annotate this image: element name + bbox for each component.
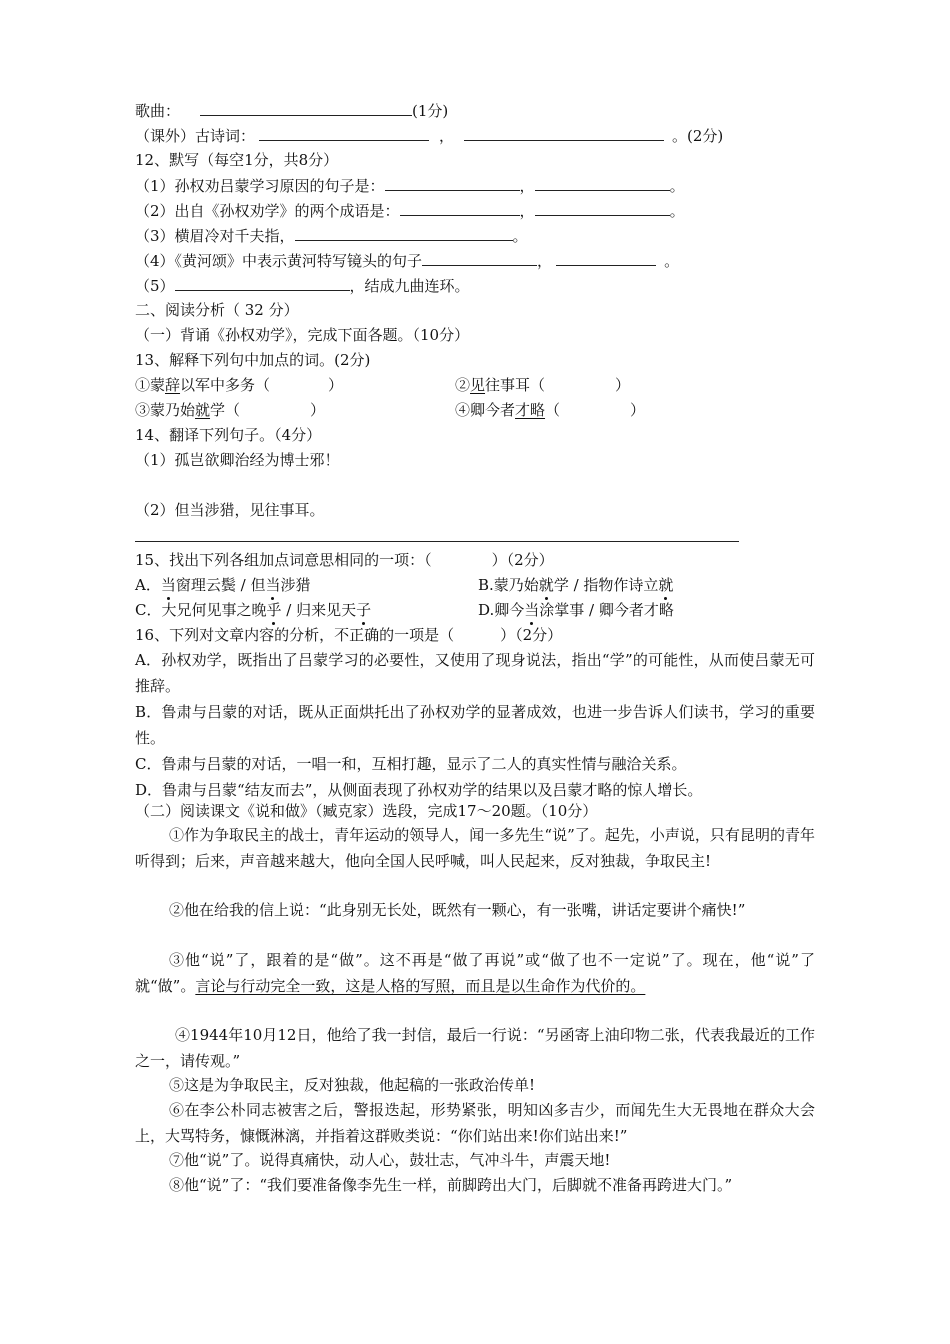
q16-title-text: 16、下列对文章内容的分析，不正确的一项是（ <box>135 626 455 644</box>
q13-d-post: （ <box>545 401 561 419</box>
part-2-title: （二）阅读课文《说和做》（臧克家）选段，完成17～20题。（10分） <box>135 802 598 820</box>
q12-sep-1: ， <box>519 177 535 195</box>
q13-a-pre: ①蒙 <box>135 376 166 394</box>
passage-para-6: ⑥在李公朴同志被害之后，警报迭起，形势紧张，明知凶多吉少，而闻先生大无畏地在群众大会上，大骂特务，慷慨淋漓，并指着这群败类说：“你们站出来!你们站出来!” <box>135 1101 815 1145</box>
q15-title-end: ）（2分） <box>491 551 554 569</box>
passage-para-3-text: ③他“说”了，跟着的是“做”。这不再是“做了再说”或“做了也不一定说”了。现在，他“说”了就“做”。 <box>135 951 815 995</box>
q12-end-5: ，结成九曲连环。 <box>349 277 470 295</box>
q15-c-dotted-2: 子 <box>356 601 372 619</box>
q12-blank-3[interactable] <box>295 225 513 241</box>
q12-blank-1a[interactable] <box>385 175 520 191</box>
q13-c-pre: ③蒙乃始 <box>135 401 196 419</box>
section-2-title: 二、阅读分析（ 32 分） <box>135 301 299 319</box>
q12-blank-4a[interactable] <box>422 250 537 266</box>
passage-para-5: ⑤这是为争取民主，反对独裁，他起稿的一张政治传单! <box>169 1076 536 1094</box>
q13-item-d <box>455 400 645 420</box>
q12-blank-2a[interactable] <box>400 200 520 216</box>
q12-item-2-text: （2）出自《孙权劝学》的两个成语是： <box>135 202 400 220</box>
q13-item-c <box>135 400 325 420</box>
q12-item-1-text: （1）孙权劝吕蒙学习原因的句子是： <box>135 177 385 195</box>
q12-end-2: 。 <box>669 202 685 220</box>
q14-answer-line[interactable] <box>135 541 739 542</box>
passage-para-1: ①作为争取民主的战士，青年运动的领导人，闻一多先生“说”了。起先，小声说，只有昆明的青年听得到；后来，声音越来越大，他向全国人民呼喊，叫人民起来，反对独裁，争取民主! <box>135 826 815 870</box>
q13-b-close: ） <box>615 376 631 394</box>
q12-blank-4b[interactable] <box>556 250 656 266</box>
song-line <box>135 100 448 121</box>
song-label: 歌曲： <box>135 102 181 120</box>
song-score: (1分) <box>412 102 449 120</box>
song-blank[interactable] <box>200 100 412 116</box>
q12-sep-2: ， <box>519 202 535 220</box>
q12-title: 12、默写（每空1分，共8分） <box>135 151 339 169</box>
q14-sentence-2: （2）但当涉猎，见往事耳。 <box>135 501 325 519</box>
q15-title-text: 15、找出下列各组加点词意思相同的一项：（ <box>135 551 432 569</box>
q15-option-a <box>135 575 310 595</box>
q14-title: 14、翻译下列句子。（4分） <box>135 426 322 444</box>
q12-item-5-text: （5） <box>135 277 175 295</box>
q14-sentence-1: （1）孤岂欲卿治经为博士邪！ <box>135 451 340 469</box>
q12-end-1: 。 <box>669 177 685 195</box>
poem-score: 。(2分) <box>672 127 724 145</box>
q16-option-d: D．鲁肃与吕蒙“结友而去”，从侧面表现了孙权劝学的结果以及吕蒙才略的惊人增长。 <box>135 781 703 799</box>
q12-blank-1b[interactable] <box>535 175 670 191</box>
q12-item-5 <box>135 275 470 296</box>
q13-c-keyword: 就 <box>195 401 211 419</box>
passage-para-2: ②他在给我的信上说：“此身别无长处，既然有一颗心，有一张嘴，讲话定要讲个痛快!” <box>169 901 746 919</box>
q12-item-1 <box>135 175 685 196</box>
q13-d-keyword: 才略 <box>515 401 546 419</box>
q13-b-pre: ② <box>455 376 471 394</box>
q12-item-4-text: （4）《黄河颂》中表示黄河特写镜头的句子 <box>135 252 423 270</box>
q13-title: 13、解释下列句中加点的词。(2分) <box>135 351 371 369</box>
q15-a-mid: 窗理云鬓 / 但 <box>175 576 266 594</box>
q13-b-keyword: 见 <box>470 376 486 394</box>
q15-d-dotted-1: 当 <box>524 601 540 619</box>
q16-title-end: ）（2分） <box>500 626 563 644</box>
passage-para-7: ⑦他“说”了。说得真痛快，动人心，鼓壮志，气冲斗牛，声震天地! <box>169 1151 611 1169</box>
q13-c-post: 学（ <box>210 401 241 419</box>
q13-d-pre: ④卿今者 <box>455 401 516 419</box>
q15-c-pre: C．大兄何见事之晚 <box>135 601 267 619</box>
q15-d-mid: 涂掌事 / 卿今者才略 <box>539 601 674 619</box>
q15-b-mid: 学 / 指物作诗立 <box>553 576 659 594</box>
q13-a-keyword: 辞 <box>165 376 181 394</box>
q16-option-b: B．鲁肃与吕蒙的对话，既从正面烘托出了孙权劝学的显著成效，也进一步告诉人们读书，学习的重要性。 <box>135 703 815 747</box>
q12-item-3 <box>135 225 528 246</box>
q12-item-3-text: （3）横眉冷对千夫指， <box>135 227 295 245</box>
passage-para-3-underlined: 言论与行动完全一致，这是人格的写照，而且是以生命作为代价的。 <box>195 977 646 995</box>
q16-title <box>135 625 562 645</box>
q13-c-close: ） <box>310 401 326 419</box>
q15-a-pre: A． <box>135 576 161 594</box>
q12-sep-4: ， <box>537 252 553 270</box>
q12-end-4: 。 <box>664 252 680 270</box>
poem-blank-1[interactable] <box>259 125 429 141</box>
poem-label: （课外）古诗词： <box>135 127 256 145</box>
q13-item-b <box>455 375 630 395</box>
q16-option-a: A．孙权劝学，既指出了吕蒙学习的必要性，又使用了现身说法，指出“学”的可能性，从而使吕蒙无可推辞。 <box>135 651 815 695</box>
q13-d-close: ） <box>630 401 646 419</box>
q13-a-close: ） <box>328 376 344 394</box>
q16-option-c: C．鲁肃与吕蒙的对话，一唱一和，互相打趣，显示了二人的真实性情与融洽关系。 <box>135 755 687 773</box>
q12-item-2 <box>135 200 685 221</box>
q15-b-pre: B.蒙乃始 <box>478 576 539 594</box>
q15-a-dotted-2: 当 <box>265 576 281 594</box>
q15-option-b <box>478 575 673 595</box>
passage-para-8: ⑧他“说”了：“我们要准备像李先生一样，前脚跨出大门，后脚就不准备再跨进大门。” <box>169 1176 733 1194</box>
q13-a-post: 以军中多务（ <box>180 376 271 394</box>
q15-option-c <box>135 600 371 620</box>
poem-comma: ， <box>439 127 455 145</box>
q13-b-post: 往事耳（ <box>485 376 546 394</box>
q15-option-d <box>478 600 674 620</box>
q12-blank-2b[interactable] <box>535 200 670 216</box>
q15-c-dotted-1: 乎 <box>266 601 282 619</box>
q15-b-dotted-2: 就 <box>658 576 674 594</box>
q12-blank-5[interactable] <box>175 275 350 291</box>
q13-item-a <box>135 375 343 395</box>
passage-para-3 <box>135 947 815 999</box>
q15-c-mid: / 归来见天 <box>281 601 357 619</box>
poem-blank-2[interactable] <box>464 125 664 141</box>
q15-a-post: 涉猎 <box>280 576 311 594</box>
part-1-title: （一）背诵《孙权劝学》，完成下面各题。（10分） <box>135 326 470 344</box>
passage-para-4: ④1944年10月12日，他给了我一封信，最后一行说：“另函寄上油印物二张，代表我最近的工作之一，请传观。” <box>135 1026 815 1070</box>
q15-title <box>135 550 554 570</box>
q15-d-pre: D.卿今 <box>478 601 525 619</box>
q12-end-3: 。 <box>512 227 528 245</box>
q12-item-4 <box>135 250 679 271</box>
poem-line <box>135 125 723 146</box>
q15-a-dotted-1: 当 <box>160 576 176 594</box>
q15-b-dotted-1: 就 <box>538 576 554 594</box>
